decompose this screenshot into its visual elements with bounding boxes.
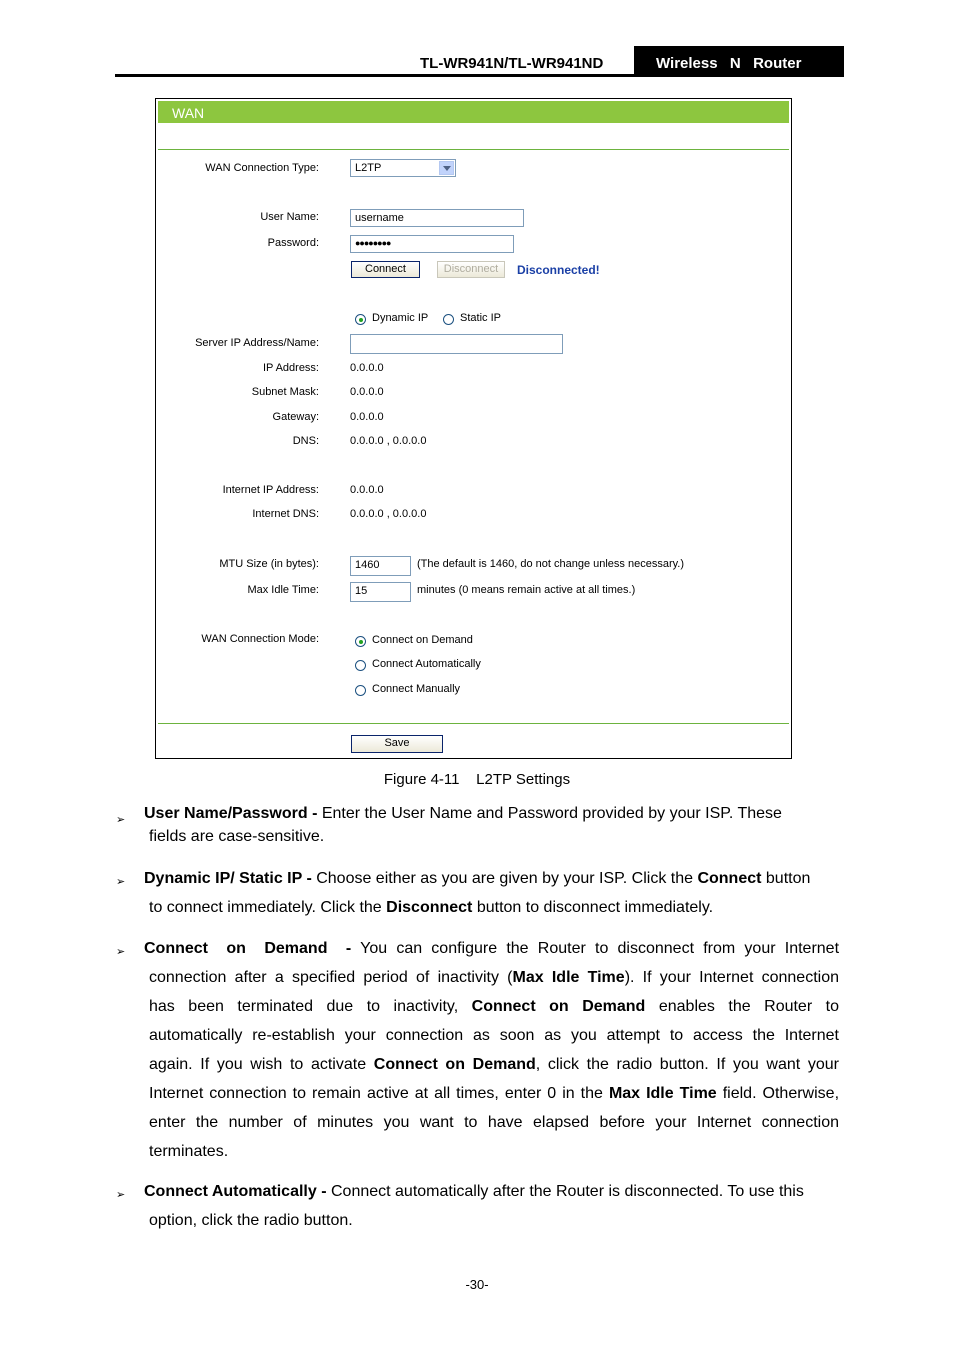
max-idle-label: Max Idle Time: xyxy=(247,584,319,596)
connect-manually-label: Connect Manually xyxy=(372,683,461,695)
text: , click the radio button. If you want your xyxy=(535,1056,839,1073)
internet-dns-value: 0.0.0.0 , 0.0.0.0 xyxy=(350,508,427,520)
disconnect-button[interactable]: Disconnect xyxy=(437,261,505,278)
connect-manually-radio[interactable] xyxy=(355,685,366,696)
server-input[interactable] xyxy=(350,334,563,354)
internet-dns-label: Internet DNS: xyxy=(252,508,319,520)
text: ). If your Internet connection xyxy=(624,969,840,986)
mtu-label: MTU Size (in bytes): xyxy=(219,558,319,570)
text: enables the Router to xyxy=(645,998,840,1015)
divider-top xyxy=(158,149,789,150)
dns-label: DNS: xyxy=(292,435,319,447)
panel-title: WAN xyxy=(172,105,205,121)
password-input[interactable]: ●●●●●●●● xyxy=(350,235,514,253)
text: button to disconnect immediately. xyxy=(472,899,714,916)
connect-automatically-label: Connect Automatically xyxy=(372,658,481,670)
term-dynamic-static-ip: Dynamic IP/ Static IP - xyxy=(144,870,312,887)
ip-address-value: 0.0.0.0 xyxy=(350,362,384,374)
chevron-down-icon xyxy=(439,161,454,175)
dns-value: 0.0.0.0 , 0.0.0.0 xyxy=(350,435,427,447)
internet-ip-label: Internet IP Address: xyxy=(222,484,319,496)
text: to connect immediately. Click the xyxy=(149,899,387,916)
term-max-idle-time: Max Idle Time xyxy=(608,1085,717,1102)
text: again. If you wish to activate xyxy=(149,1056,374,1073)
term-disconnect: Disconnect xyxy=(386,899,473,916)
header-rule xyxy=(115,74,844,77)
save-button[interactable]: Save xyxy=(351,735,443,753)
text: terminates. xyxy=(149,1143,229,1160)
term-connect-automatically: Connect Automatically - xyxy=(144,1183,327,1200)
static-ip-radio[interactable] xyxy=(443,314,454,325)
mtu-input[interactable]: 1460 xyxy=(350,556,411,576)
text: fields are case-sensitive. xyxy=(149,828,325,845)
bullet-arrow-icon: ➢ xyxy=(116,876,126,888)
text: enter the number of minutes you want to have elapsed before your Internet connection xyxy=(149,1114,839,1131)
password-label: Password: xyxy=(267,237,319,249)
term-connect-on-demand: Connect on Demand xyxy=(373,1056,536,1073)
bullet-arrow-icon: ➢ xyxy=(116,946,126,958)
connect-button[interactable]: Connect xyxy=(351,261,420,278)
username-input[interactable]: username xyxy=(350,209,524,227)
term-connect: Connect xyxy=(697,870,762,887)
bullet-arrow-icon: ➢ xyxy=(116,814,126,826)
internet-ip-value: 0.0.0.0 xyxy=(350,484,384,496)
term-connect-on-demand: Connect on Demand xyxy=(471,998,646,1015)
page-number: -30- xyxy=(465,1277,489,1292)
text: You can configure the Router to disconnect from your Internet xyxy=(351,940,840,957)
gateway-label: Gateway: xyxy=(272,411,319,423)
text: option, click the radio button. xyxy=(149,1212,353,1229)
bullet-arrow-icon: ➢ xyxy=(116,1189,126,1201)
text: Internet connection to remain active at all times, enter 0 in the xyxy=(149,1085,609,1102)
connection-mode-label: WAN Connection Mode: xyxy=(201,633,319,645)
paragraph-connect-on-demand xyxy=(144,934,839,1166)
subnet-mask-value: 0.0.0.0 xyxy=(350,386,384,398)
paragraph-connect-automatically xyxy=(144,1177,839,1235)
wan-settings-panel xyxy=(155,98,792,759)
text: button xyxy=(761,870,811,887)
header-model: TL-WR941N/TL-WR941ND xyxy=(420,55,604,72)
text: connection after a specified period of inactivity ( xyxy=(149,969,513,986)
panel-title-bar xyxy=(158,101,789,123)
gateway-value: 0.0.0.0 xyxy=(350,411,384,423)
dynamic-ip-radio[interactable] xyxy=(355,314,366,325)
static-ip-label: Static IP xyxy=(460,312,501,324)
ip-address-label: IP Address: xyxy=(262,362,319,374)
connection-status: Disconnected! xyxy=(517,263,600,277)
max-idle-hint: minutes (0 means remain active at all times.) xyxy=(417,584,636,596)
connect-automatically-radio[interactable] xyxy=(355,660,366,671)
divider-bottom xyxy=(158,723,789,724)
text: has been terminated due to inactivity, xyxy=(149,998,472,1015)
wan-type-value: L2TP xyxy=(355,162,382,174)
connect-on-demand-radio[interactable] xyxy=(355,636,366,647)
max-idle-input[interactable]: 15 xyxy=(350,582,411,602)
username-label: User Name: xyxy=(260,211,319,223)
wan-type-select[interactable] xyxy=(350,159,456,177)
text: field. Otherwise, xyxy=(716,1085,840,1102)
term-max-idle-time: Max Idle Time xyxy=(512,969,625,986)
server-label: Server IP Address/Name: xyxy=(195,337,319,349)
connect-on-demand-label: Connect on Demand xyxy=(372,634,473,646)
subnet-mask-label: Subnet Mask: xyxy=(251,386,319,398)
text: Enter the User Name and Password provided by your ISP. These xyxy=(317,805,782,822)
term-user-name-password: User Name/Password - xyxy=(144,805,318,822)
dynamic-ip-label: Dynamic IP xyxy=(372,312,429,324)
paragraph-username-password xyxy=(144,802,839,848)
text: Connect automatically after the Router is disconnected. To use this xyxy=(326,1183,804,1200)
mtu-hint: (The default is 1460, do not change unless necessary.) xyxy=(417,558,685,570)
header-product: Wireless N Router xyxy=(656,55,802,72)
term-connect-on-demand: Connect on Demand - xyxy=(144,940,352,957)
text: automatically re-establish your connection as soon as you attempt to access the Internet xyxy=(149,1027,839,1044)
text: Choose either as you are given by your ISP. Click the xyxy=(311,870,698,887)
figure-caption: Figure 4-11 L2TP Settings xyxy=(383,771,571,788)
paragraph-dynamic-static-ip xyxy=(144,864,839,922)
wan-type-label: WAN Connection Type: xyxy=(205,162,319,174)
